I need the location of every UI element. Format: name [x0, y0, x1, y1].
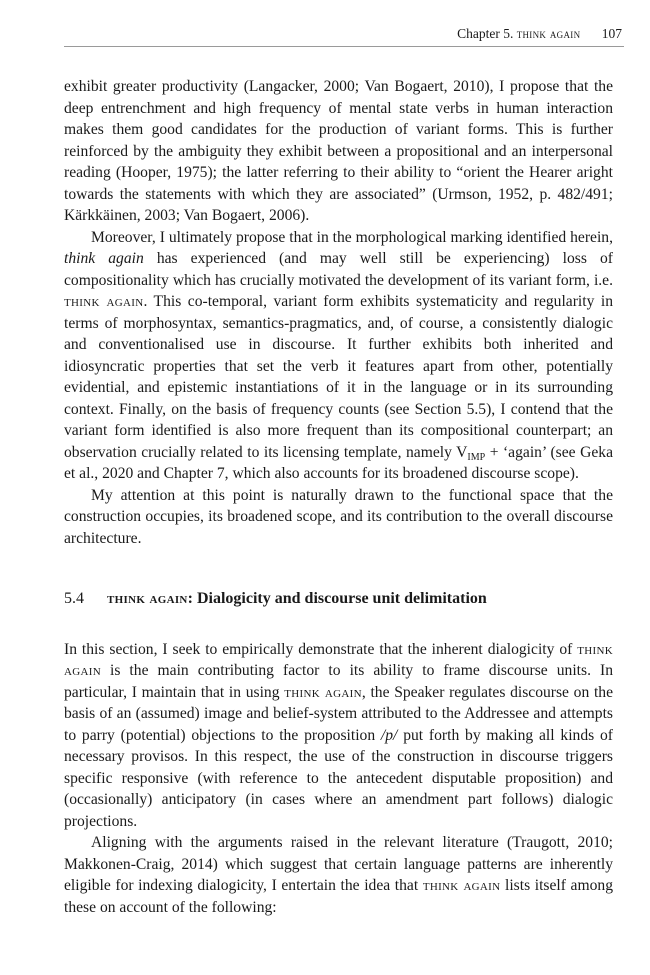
- paragraph-4-text-a: In this section, I seek to empirically demonstrate that the inherent dialogicity of: [64, 640, 578, 658]
- paragraph-5-text-b: lists itself among these on account of the following:: [64, 877, 613, 916]
- paragraph-5-text-a: Aligning with the arguments raised in the relevant literature (Traugott, 2010; Makkonen-Craig, 2014) which suggest that certain language patterns are inherently eligible for indexing dialogicity, I entertain the idea that: [64, 834, 613, 894]
- chapter-title: think again: [516, 26, 581, 41]
- paragraph-4-smallcaps-term-2: think again: [284, 683, 362, 701]
- paragraph-4-smallcaps-term-1: think again: [64, 640, 613, 679]
- paragraph-1: exhibit greater productivity (Langacker, 2000; Van Bogaert, 2010), I propose that the deep entrenchment and high frequency of mental state verbs in human interaction makes them good candidates for the production of variant forms. This is further reinforced by the ambiguity they exhibit between a propositional and an interpersonal reading (Hooper, 1975); the latter referring to their ability to “orient the Hearer aright towards the statements with which they are associated” (Urmson, 1952, p. 482/491; Kärkkäinen, 2003; Van Bogaert, 2006).: [64, 78, 613, 224]
- section-title-rest: : Dialogicity and discourse unit delimitation: [187, 590, 487, 607]
- paragraph-2-smallcaps-term: think again: [64, 293, 144, 310]
- section-title-term: think again: [107, 590, 188, 607]
- running-head: [64, 22, 624, 47]
- chapter-label: Chapter 5.: [457, 26, 514, 41]
- paragraph-2-text-c: . This co-temporal, variant form exhibits systematicity and regularity in terms of morphosyntax, semantics-pragmatics, and, of course, a consistently dialogic and conventionalised use in discourse. It further exhibits both inherited and idiosyncratic properties that set the verb it features apart from other, potentially evidential, and epistemic instantiations of it in the language or in its surrounding context. Finally, on the basis of frequency counts (see Section 5.5), I contend that the variant form identified is also more frequent than its compositional counterpart; an observation crucially related to its licensing template, namely V: [64, 293, 613, 461]
- paragraph-4: [64, 639, 613, 833]
- paragraph-2-text-d: + ‘again’ (see Geka et al., 2020 and Chapter 7, which also accounts for its broadened discourse scope).: [64, 443, 613, 482]
- paragraph-4-text-b: is the main contributing factor to its ability to frame discourse units. In particular, I maintain that in using: [64, 662, 613, 701]
- page-number: 107: [601, 26, 622, 41]
- paragraph-4-text-c: , the Speaker regulates discourse on the basis of an (assumed) image and belief-system attributed to the Addressee and attempts to parry (potential) objections to the proposition: [64, 683, 614, 744]
- paragraph-2: [64, 227, 613, 485]
- paragraph-2-text-b: has experienced (and may well still be experiencing) loss of compositionality which has crucially motivated the development of its variant form, i.e.: [64, 250, 613, 289]
- paragraph-2-text-a: Moreover, I ultimately propose that in the morphological marking identified herein,: [91, 228, 613, 246]
- paragraph-4-text-d: put forth by making all kinds of necessary provisos. In this respect, the use of the construction in discourse triggers specific responsive (with reference to the antecedent disputable proposition) and (occasionally) anticipatory (in cases where an amendment part follows) dialogic projections.: [64, 726, 613, 830]
- running-head-text: [457, 26, 622, 42]
- paragraph-4-italic-term: /p/: [380, 726, 398, 744]
- paragraph-3: My attention at this point is naturally drawn to the functional space that the construction occupies, its broadened scope, and its contribution to the overall discourse architecture.: [64, 486, 613, 547]
- paragraph-2-italic-term: think again: [64, 250, 144, 267]
- paragraph-2-subscript: IMP: [467, 451, 486, 463]
- paragraph-5: [64, 832, 613, 918]
- section-number: 5.4: [64, 590, 84, 607]
- section-heading: [64, 588, 613, 610]
- paragraph-5-smallcaps-term: think again: [422, 877, 501, 894]
- body-text: [64, 76, 613, 918]
